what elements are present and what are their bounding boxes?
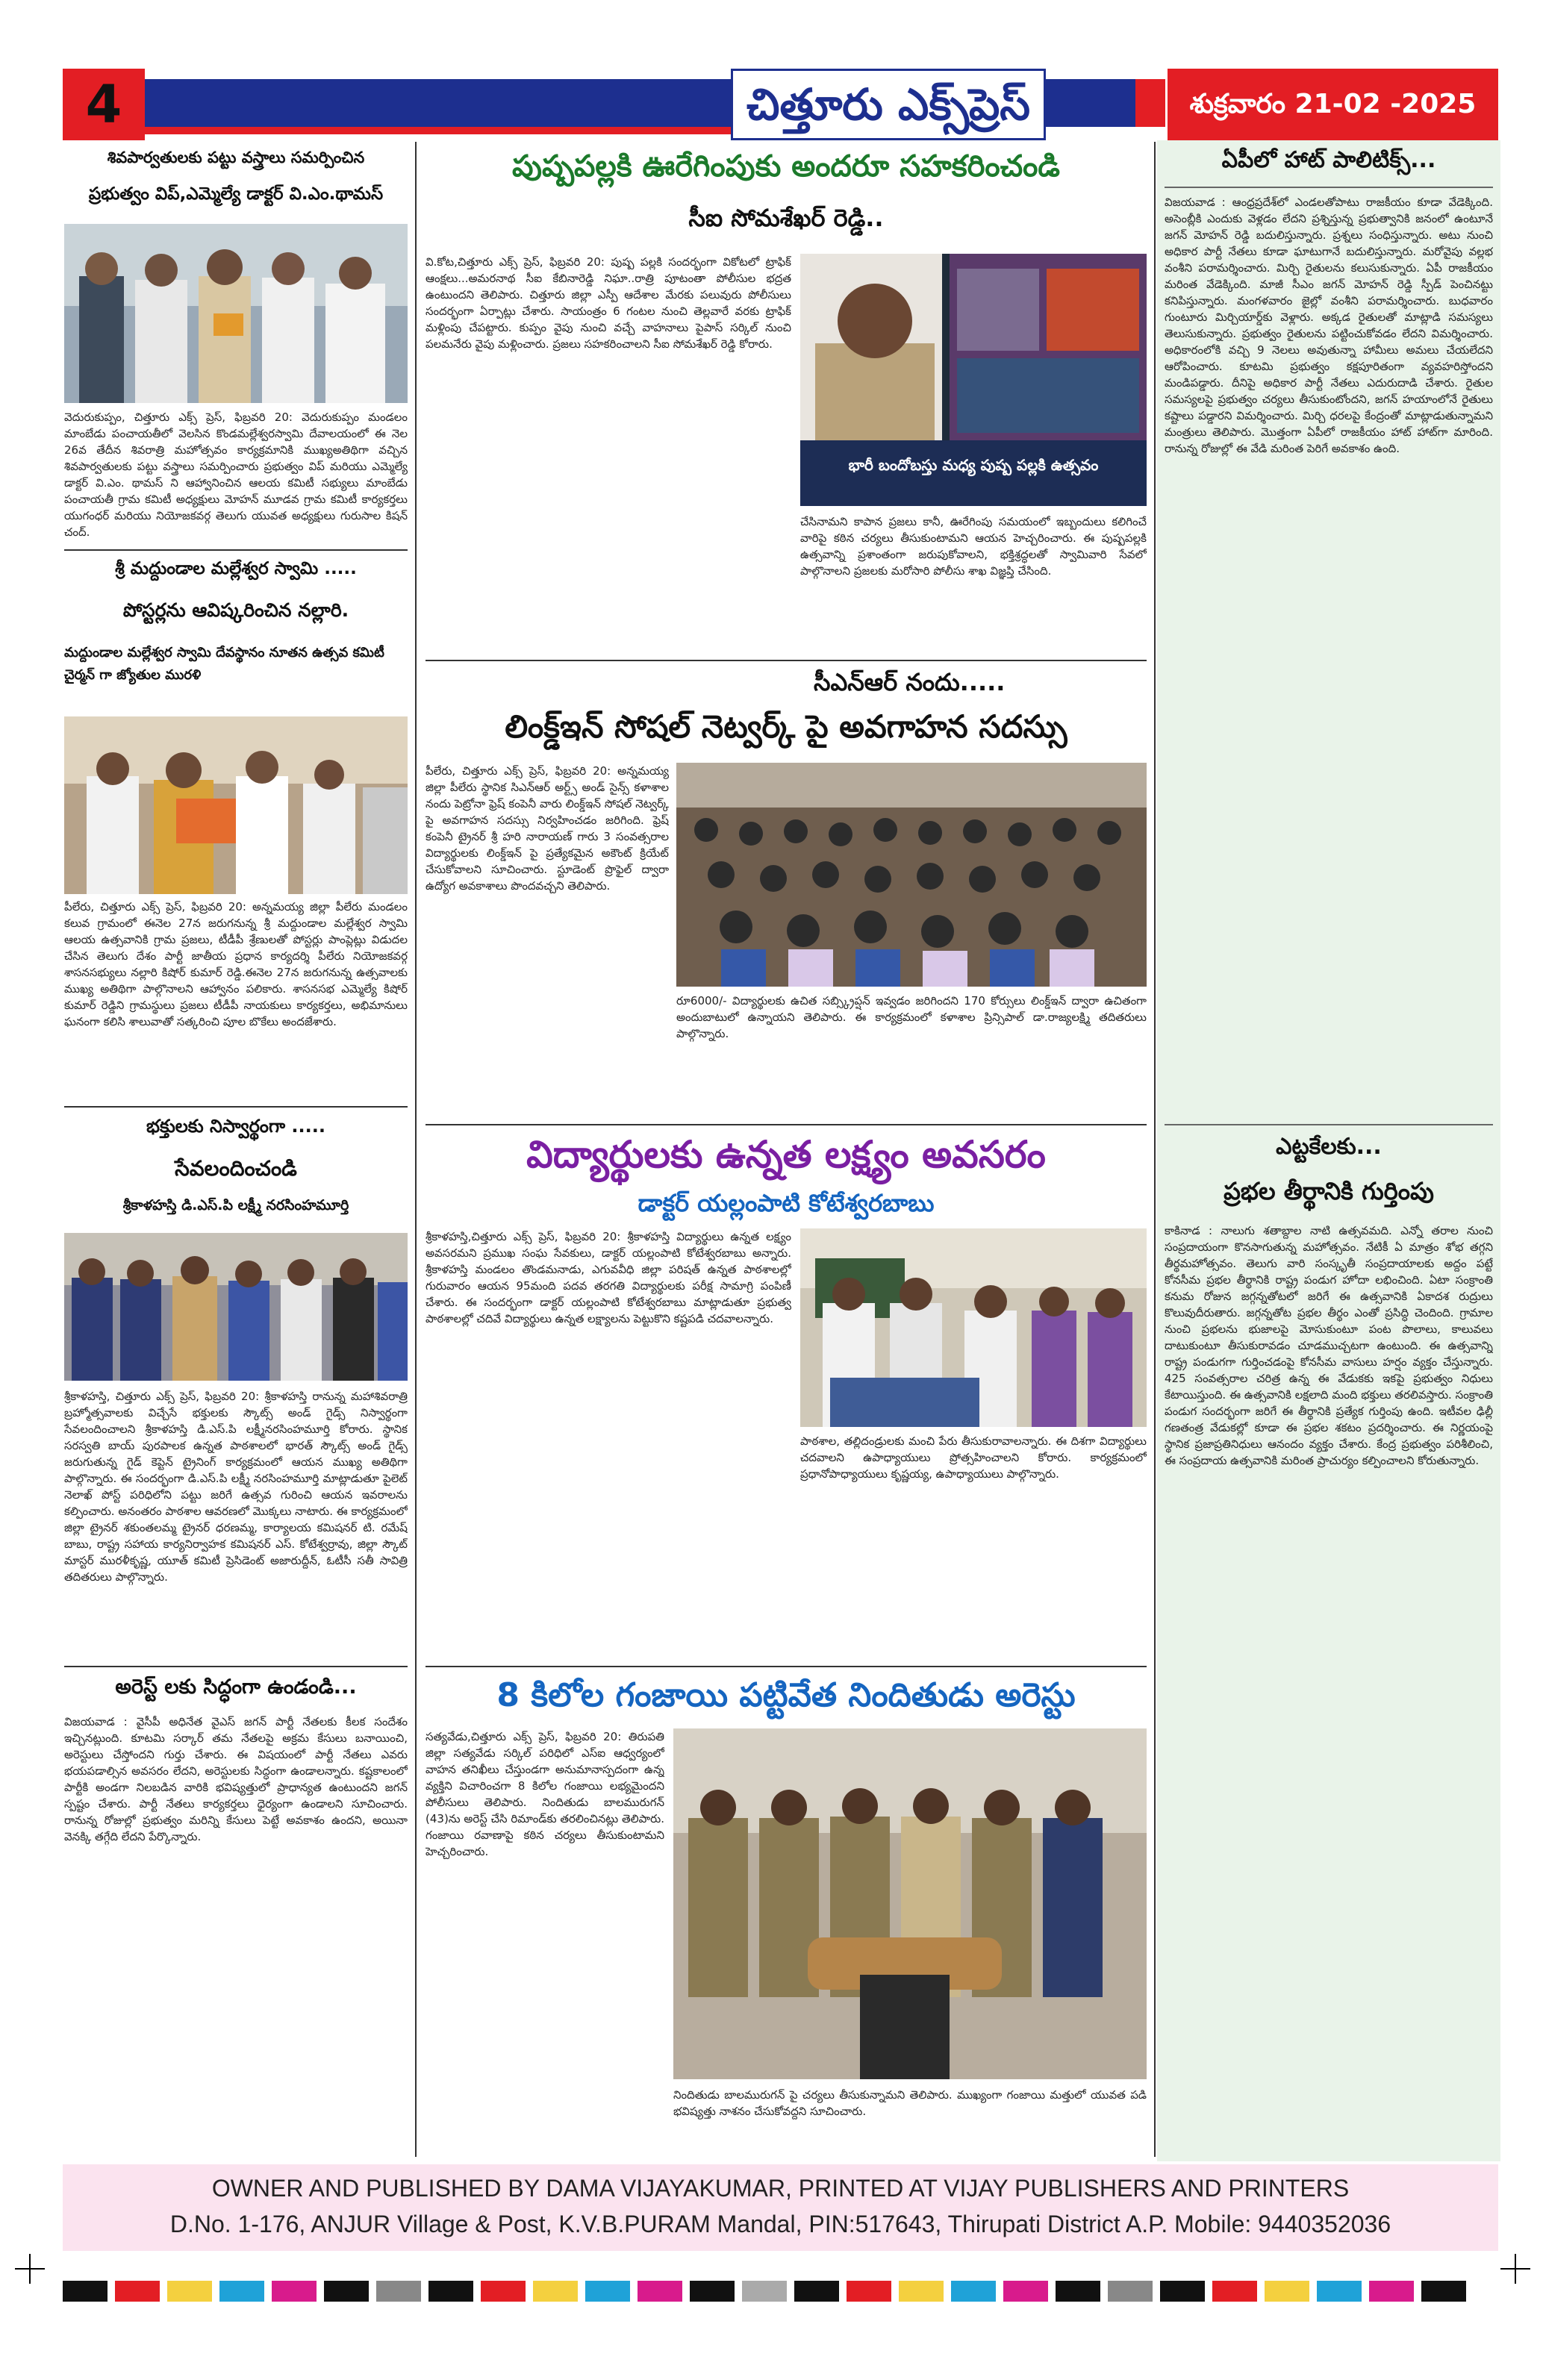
- registration-crosshair-right: [1500, 2254, 1530, 2284]
- exam-kit-distribution-photo: [800, 1228, 1147, 1427]
- col1-story2-heading-l1: శ్రీ మద్దుండాల మల్లేశ్వర స్వామి .....: [115, 559, 357, 578]
- col1-story4-heading: అరెస్ట్ లకు సిద్ధంగా ఉండండి...: [115, 1675, 357, 1699]
- col1-story1-heading-l2: ప్రభుత్వం విప్,ఎమ్మెల్యే డాక్టర్ వి.ఎం.థామస్: [88, 184, 384, 204]
- col1-story2-body: పీలేరు, చిత్తూరు ఎక్స్ ప్రెస్, ఫిబ్రవరి 20: అన్నమయ్య జిల్లా పీలేరు మండలం కలువ గ్రామంలో ఈనెల 27న జరుగనున్న శ్రీ మద్దుండాల మల్లేశ్వర స్వామి ఆలయ ఉత్సవానికి గ్రామ ప్రజలు, టీడీపీ శ్రేణులతో పోస్టర్లు పాంప్లెట్లు విడుదల చేసిన తెలుగు దేశం పార్టీ జాతీయ ప్రధాన కార్యదర్శి పీలేరు నియోజకవర్గ శాసనసభ్యులు నల్లారి కిషోర్ కుమార్ రెడ్డి.ఈనెల 27న జరుగనున్న ఉత్సవాలకు ముఖ్య అతిథిగా పాల్గొనాలని ఆహ్వానం పలికారు. శాసనసభ ఎమ్మెల్యే కిషోర్ కుమార్ రెడ్డిని గ్రామస్థులు ప్రజలు టీడీపీ నాయకులు కార్యకర్తలు, అభిమానులు ఘనంగా కలిసి శాలువాతో సత్కరించి పూల బొకేలు అందజేశారు.: [64, 900, 408, 1028]
- masthead-bar-right: [1046, 79, 1135, 127]
- col2-rule-2: [426, 1124, 1147, 1125]
- col1-story2-subhead: మద్దుండాల మల్లేశ్వర స్వామి దేవస్థానం నూతన ఉత్సవ కమిటీ చైర్మన్ గా జ్యోతుల మురళి: [64, 645, 384, 683]
- column-rule-1: [415, 142, 417, 2157]
- col2-story1-body1: వి.కోట,చిత్తూరు ఎక్స్ ప్రెస్, ఫిబ్రవరి 20: పుష్ప పల్లకి సందర్భంగా వికోటలో ట్రాఫిక్ ఆంక్షలు...అమరనాథ సీఐ కేబినారెడ్డి నిఘా..రాత్రి పూటంతా పోలీసుల భద్రత ఉంటుందని తెలిపారు. చిత్తూరు జిల్లా ఎస్పీ ఆదేశాల మేరకు పలువురు పోలీసులు సందర్భంగా ఏర్పాట్లు చేశారు. సాయంత్రం 6 గంటల నుంచి తెల్లవారే వరకు ట్రాఫిక్ మళ్లింపు చేపట్టారు. కుప్పం వైపు నుంచి వచ్చే వాహనాలు పైపాస్ సర్కిల్ నుంచి పలమనేరు వైపు మళ్లించారు. ప్రజలు సహకరించాలని సీఐ సోమశేఖర్ రెడ్డి కోరారు.: [426, 255, 791, 351]
- masthead-title-box: [731, 69, 1046, 140]
- col2-story1-heading: పుష్పపల్లకి ఊరేగింపుకు అందరూ సహకరించండి: [512, 149, 1060, 184]
- sidebar-story2-body: కాకినాడ : నాలుగు శతాబ్దాల నాటి ఉత్సవమది. ఎన్నో తరాల నుంచి సంప్రదాయంగా కొనసాగుతున్న మహోత్సవం. నేటికీ ఏ మాత్రం శోభ తగ్గని తీర్థమహోత్సవం. తెలుగు వారి సంస్కృతీ సంప్రదాయాలకు అద్దం పట్టే కోనసీమ ప్రభల తీర్థానికి రాష్ట్ర పండుగ హోదా లభించింది. ఏటా సంక్రాంతి కనుమ రోజున జగ్గన్నతోటలో జరిగే ఈ ఉత్సవానికి ఏకాదశ రుద్రులు కొలువుదీరుతారు. జగ్గన్నతోట ప్రభల తీర్థం ఎంతో ప్రసిద్ధి చెందింది. గ్రామాల నుంచి ప్రభలను భుజాలపై మోసుకుంటూ పంట పొలాలు, కాలువలు దాటుకుంటూ తీసుకురావడం చూడముచ్చటగా ఉంటుంది. ఈ ఉత్సవాన్ని రాష్ట్ర పండుగగా గుర్తించడంపై కోనసీమ వాసులు హర్షం వ్యక్తం చేస్తున్నారు. 425 సంవత్సరాల చరిత్ర ఉన్న ఈ వేడుకకు ఇకపై ప్రభుత్వం నిధులు కేటాయిస్తుంది. ఈ ఉత్సవానికి లక్షలాది మంది భక్తులు తరలివస్తారు. సంక్రాంతి పండుగ సందర్భంగా జరిగే ఈ తీర్థానికి ప్రత్యేక గుర్తింపు ఉంది. ఇటీవల ఢిల్లీ గణతంత్ర వేడుకల్లో కూడా ఈ ప్రభల శకటం ప్రదర్శించారు. ఈ నిర్ణయంపై స్థానిక ప్రజాప్రతినిధులు ఆనందం వ్యక్తం చేశారు. కేంద్ర ప్రభుత్వం పరిశీలించి, ఈ సంప్రదాయ ఉత్సవానికి మరింత ప్రాచుర్యం కల్పించాలని కోరుతున్నారు.: [1165, 1224, 1493, 1467]
- scouts-guides-photo: [64, 1233, 408, 1381]
- col1-story3-heading-l1: భక్తులకు నిస్వార్థంగా .....: [146, 1116, 326, 1137]
- col1-story1-heading-l1: శివపార్వతులకు పట్టు వస్త్రాలు సమర్పించిన: [107, 149, 365, 166]
- col1-story2-heading-l2: పోస్టర్లను ఆవిష్కరించిన నల్లారి.: [122, 599, 349, 621]
- seminar-audience-photo: [676, 763, 1147, 987]
- col2-story2-kicker: సీఎన్ఆర్ నందు.....: [814, 668, 1006, 696]
- col1-story3-body: శ్రీకాళహస్తి, చిత్తూరు ఎక్స్ ప్రెస్, ఫిబ్రవరి 20: శ్రీకాళహస్తి రానున్న మహాశివరాత్రి బ్రహ్మోత్సవాలకు విచ్చేసే భక్తులకు స్కౌట్స్ అండ్ గైడ్స్ నిస్వార్థంగా సేవలందించాలని శ్రీకాళహస్తి డి.ఎస్.పి లక్ష్మీనరసింహమూర్తి కోరారు. స్థానిక సరస్వతి బాయ్ పురపాలక ఉన్నత పాఠశాలలో భారత్ స్కౌట్స్ అండ్ గైడ్స్ జరుగుతున్న గైడ్ కెప్టెన్ ట్రైనింగ్ కార్యక్రమంలో ఆయన ముఖ్య అతిథిగా పాల్గొన్నారు. ఈ సందర్భంగా డి.ఎస్.పి లక్ష్మీ నరసింహమూర్తి మాట్లాడుతూ పైలెట్ నెలాఖ్ పోస్ట్ పరిధిలోని పట్టు జరిగే ఉత్సవ గురించి ఆయన ఇవరాలను కల్పించారు. అనంతరం పాఠశాల ఆవరణలో మొక్కలు నాటారు. ఈ కార్యక్రమంలో జిల్లా ట్రైనర్ శకుంతలమ్మ ట్రైనర్ ధరణమ్మ, కార్యాలయ కమిషనర్ టి. రమేష్ బాబు, రాష్ట్ర సహాయ కార్యనిర్వాహక కమిషనర్ ఎస్. కోటేశ్వర్రావు, జిల్లా స్కౌట్ మాస్టర్ మురళీకృష్ణ, యూత్ కమిటీ ప్రెసిడెంట్ అజారుద్దీన్, ఓటీసీ సతీ సావిత్రి తదితరులు పాల్గొన్నారు.: [64, 1390, 408, 1584]
- col2-story3-heading: విద్యార్థులకు ఉన్నత లక్ష్యం అవసరం: [526, 1133, 1046, 1176]
- col2-story1-subhead: సీఐ సోమశేఖర్ రెడ్డి..: [688, 204, 884, 232]
- newspaper-title: చిత్తూరు ఎక్స్‌ప్రెస్: [746, 79, 1030, 130]
- col2-story4-heading: 8 కిలోల గంజాయి పట్టివేత నిందితుడు అరెస్టు: [496, 1676, 1076, 1714]
- page-number: 4: [85, 74, 122, 135]
- col2-story3-body2: పాఠశాల, తల్లిదండ్రులకు మంచి పేరు తీసుకురావాలన్నారు. ఈ దిశగా విద్యార్థులు చదవాలని ఉపాధ్యాయులు ప్రోత్సహించాలని కోరారు. కార్యక్రమంలో ప్రధానోపాధ్యాయులు కృష్ణయ్య, ఉపాధ్యాయులు పాల్గొన్నారు.: [800, 1434, 1147, 1481]
- col1-rule-1: [64, 549, 408, 551]
- col2-story3-subhead: డాక్టర్ యల్లంపాటి కోటేశ్వరబాబు: [638, 1189, 935, 1217]
- imprint-footer: [63, 2164, 1498, 2251]
- col1-story3-subhead: శ్రీకాళహస్తి డి.ఎస్.పి లక్ష్మీ నరసింహమూర్తి: [122, 1197, 349, 1214]
- col2-story4-body2: నిందితుడు బాలమురుగన్ పై చర్యలు తీసుకున్నామని తెలిపారు. ముఖ్యంగా గంజాయి మత్తులో యువత పడి భవిష్యత్తు నాశనం చేసుకోవద్దని సూచించారు.: [673, 2088, 1147, 2118]
- col1-rule-2: [64, 1106, 408, 1108]
- police-ci-photo: [800, 254, 1147, 506]
- column-rule-2: [1154, 142, 1156, 2157]
- masthead-bar-left: [145, 79, 731, 127]
- color-registration-bar: [63, 2281, 1498, 2302]
- col2-story3-body1: శ్రీకాళహస్తి,చిత్తూరు ఎక్స్ ప్రెస్, ఫిబ్రవరి 20: శ్రీకాళహస్తి విద్యార్థులు ఉన్నత లక్ష్యం అవసరమని ప్రముఖ సంఘ సేవకులు, డాక్టర్ యల్లంపాటి కోటేశ్వరబాబు అన్నారు. శ్రీకాళహస్తి మండలం తొండమనాడు, ఎగువవీధి జిల్లా పరిషత్ ఉన్నత పాఠశాలల్లో గురువారం ఆయన 95మంది పదవ తరగతి విద్యార్థులకు పరీక్ష సామాగ్రి పంపిణీ చేశారు. ఈ సందర్భంగా డాక్టర్ యల్లంపాటి కోటేశ్వరబాబు మాట్లాడుతూ ప్రభుత్వ పాఠశాలల్లో చదివే విద్యార్థులు ఉన్నత లక్ష్యాలను పెట్టుకొని కష్టపడి చదవాలన్నారు.: [426, 1230, 791, 1325]
- col1-rule-3: [64, 1666, 408, 1667]
- issue-date: శుక్రవారం 21-02 -2025: [1168, 69, 1498, 140]
- col2-story2-heading: లింక్డ్ఇన్ సోషల్ నెట్వర్క్ పై అవగాహన సదస్సు: [505, 708, 1067, 745]
- col2-rule-1: [426, 660, 1147, 661]
- ganja-seizure-photo: [673, 1728, 1147, 2079]
- col2-story2-body1: పీలేరు, చిత్తూరు ఎక్స్ ప్రెస్, ఫిబ్రవరి 20: అన్నమయ్య జిల్లా పీలేరు స్థానిక సిఎన్ఆర్ అర్ట్స్ అండ్ సైన్స్ కళాశాల నందు పెట్రోనా ఫ్రెష్ కంపెనీ వారు లింక్డ్ఇన్ సోషల్ నెట్వర్క్ పై అవగాహన సదస్సు నిర్వహించడం జరిగింది. ఫ్రెష్ కంపెనీ ట్రైనర్ శ్రీ హరి నారాయణ్ గారు 3 సంవత్సరాల విద్యార్థులకు లింక్డ్ఇన్ పై ప్రత్యేకమైన అకౌంట్ క్రియేట్ చేసుకోవాలని సూచించారు. స్టూడెంట్ ప్రొఫైల్ ద్వారా ఉద్యోగ అవకాశాలు పొందవచ్చని తెలిపారు.: [426, 764, 669, 893]
- sidebar-rule-2: [1165, 1124, 1493, 1125]
- col2-story2-body2: రూ6000/- విద్యార్థులకు ఉచిత సబ్స్క్రిప్షన్ ఇవ్వడం జరిగిందని 170 కోర్సులు లింక్డ్ఇన్ ద్వారా ఉచితంగా అందుబాటులో ఉన్నాయని తెలిపారు. ఈ కార్యక్రమంలో కళాశాల ప్రిన్సిపాల్ డా.రాజ్యలక్ష్మి తదితరులు పాల్గొన్నారు.: [676, 994, 1147, 1040]
- registration-crosshair-left: [15, 2254, 45, 2284]
- col1-story3-heading-l2: సేవలందించండి: [175, 1156, 297, 1181]
- photo-caption-text: భారీ బందోబస్తు మధ్య పుష్ప పల్లకి ఉత్సవం: [848, 456, 1099, 474]
- masthead-stripe-right: [1135, 79, 1165, 127]
- col1-story1-body: వెదురుకుప్పం, చిత్తూరు ఎక్స్ ప్రెస్, ఫిబ్రవరి 20: వెదురుకుప్పం మండలం మాంబేడు పంచాయతీలో వెలసిన కొండమల్లేశ్వరస్వామి దేవాలయంలో ఈ నెల 26వ తేదీన శివరాత్రి మహోత్సవం కార్యక్రమానికి ముఖ్యఅతిథిగా వచ్చిన శివపార్వతులకు పట్టు వస్త్రాలు సమర్పించారు ప్రభుత్వం విప్ మరియు ఎమ్మెల్యే డాక్టర్ వి.ఎం. థామస్ ని ఆహ్వానించిన ఆలయ కమిటీ సభ్యులు మాంబేడు పంచాయతీ గ్రామ కమిటీ అధ్యక్షులు మోహన్ మూడవ గ్రామ కమిటీ కార్యకర్తలు యుగంధర్ మరియు నియోజకవర్గ తెలుగు యువత అధ్యక్షులు గురుసాల కిషన్ చంద్.: [64, 410, 408, 539]
- sidebar-rule-1: [1165, 187, 1493, 188]
- masthead-stripe-left: [145, 127, 731, 134]
- col1-story4-body: విజయవాడ : వైసీపీ అధినేత వైఎస్ జగన్ పార్టీ నేతలకు కీలక సందేశం ఇచ్చినట్లుంది. కూటమి సర్కార్ తమ నేతలపై అక్రమ కేసులు బనాయించి, అరెస్టులు చేస్తోందని గుర్తు చేశారు. ఈ విషయంలో పార్టీ నేతలు ఎవరు భయపడాల్సిన అవసరం లేదని, అరెస్టులకు సిద్ధంగా ఉండాలన్నారు. కష్టకాలంలో పార్టీకి అండగా నిలబడిన వారికి భవిష్యత్తులో ప్రాధాన్యత ఉంటుందని జగన్ స్పష్టం చేశారు. పార్టీ నేతలు కార్యకర్తలు ధైర్యంగా ఉండాలని సూచించారు. రానున్న రోజుల్లో ప్రభుత్వం మరిన్ని కేసులు పెట్టే అవకాశం ఉందని, అయినా వెనక్కి తగ్గేది లేదని పేర్కొన్నారు.: [64, 1715, 408, 1843]
- col2-rule-3: [426, 1666, 1147, 1667]
- sidebar-story2-heading-l2: ప్రభల తీర్థానికి గుర్తింపు: [1224, 1177, 1434, 1205]
- felicitation-photo: [64, 224, 408, 403]
- poster-release-photo: [64, 716, 408, 894]
- col2-story4-body1: సత్యవేడు,చిత్తూరు ఎక్స్ ప్రెస్, ఫిబ్రవరి 20: తిరుపతి జిల్లా సత్యవేడు సర్కిల్ పరిధిలో ఎస్ఐ ఆధ్వర్యంలో వాహన తనిఖీలు చేస్తుండగా అనుమానాస్పదంగా ఉన్న వ్యక్తిని విచారించగా 8 కిలోల గంజాయి లభ్యమైందని పోలీసులు తెలిపారు. నిందితుడు బాలమురుగన్ (43)ను అరెస్ట్ చేసి రిమాండ్‌కు తరలించినట్లు తెలిపారు. గంజాయి రవాణాపై కఠిన చర్యలు తీసుకుంటామని హెచ్చరించారు.: [426, 1730, 664, 1858]
- sidebar-story1-body: విజయవాడ : ఆంధ్రప్రదేశ్‌లో ఎండలతోపాటు రాజకీయం కూడా వేడెక్కింది. అసెంబ్లీకి ఎందుకు వెళ్లడం లేదని ప్రశ్నిస్తున్న ప్రభుత్వానికి జనంలో ఉంటూనే జగన్ మోహన్ రెడ్డి బదులిస్తున్నారు. ప్రశ్నలు సంధిస్తున్నారు. అటు నుంచి అధికార పార్టీ నేతలు కూడా ఘాటుగానే బదులిస్తున్నారు. మరోవైపు వల్లభ వంశీని పరామర్శించారు. మిర్చి రైతులను కలుసుకున్నారు. ఏపీ రాజకీయం మరింత వేడెక్కింది. మాజీ సీఎం జగన్ మోహన్ రెడ్డి స్పీడ్ పెంచినట్టు కనిపిస్తున్నారు. మంగళవారం జైల్లో వంశీని పరామర్శించారు. బుధవారం గుంటూరు మిర్చియార్డ్‌కు వెళ్లారు. అక్కడ రైతులతో మాట్లాడి సమస్యలు తెలుసుకున్నారు. ప్రభుత్వం రైతులను పట్టించుకోవడం లేదని విమర్శించారు. అధికారంలోకి వచ్చి 9 నెలలు అవుతున్నా హామీలు అమలు చేయలేదని ఆరోపించారు. కూటమి ప్రభుత్వం కక్షపూరితంగా వ్యవహరిస్తోందని మండిపడ్డారు. దీనిపై అధికార పార్టీ నేతలు ఎదురుదాడి చేశారు. రైతుల సమస్యలపై ప్రభుత్వం చర్యలు తీసుకుంటోందని, జగన్ హయాంలోనే రైతులు కష్టాలు పడ్డారని విమర్శించారు. మిర్చి ధరలపై కేంద్రంతో మాట్లాడుతున్నామని మంత్రులు తెలిపారు. మొత్తంగా ఏపీలో రాజకీయం హాట్ హాట్‌గా మారింది. రానున్న రోజుల్లో ఈ వేడి మరింత పెరిగే అవకాశం ఉంది.: [1165, 196, 1493, 455]
- imprint-line-2: D.No. 1-176, ANJUR Village & Post, K.V.B.PURAM Mandal, PIN:517643, Thirupati District A.P. Mobile: 9440352036: [169, 2211, 1391, 2237]
- masthead: [63, 69, 1498, 140]
- sidebar-story1-heading: ఏపీలో హాట్ పాలిటిక్స్...: [1221, 147, 1436, 173]
- imprint-line-1: OWNER AND PUBLISHED BY DAMA VIJAYAKUMAR, PRINTED AT VIJAY PUBLISHERS AND PRINTERS: [211, 2175, 1350, 2202]
- col2-story1-body2: చేసినామని కాపాన ప్రజలు కానీ, ఊరేగింపు సమయంలో ఇబ్బందులు కలిగించే వారిపై కఠిన చర్యలు తీసుకుంటామని ఆయన హెచ్చరించారు. ఈ పుష్పపల్లకి ఉత్సవాన్ని ప్రశాంతంగా జరుపుకోవాలని, భక్తిశ్రద్ధలతో స్వామివారి సేవలో పాల్గొనాలని ప్రజలకు మరోసారి పోలీసు శాఖ విజ్ఞప్తి చేసింది.: [800, 515, 1147, 578]
- sidebar-story2-heading-l1: ఎట్టకేలకు...: [1276, 1134, 1382, 1160]
